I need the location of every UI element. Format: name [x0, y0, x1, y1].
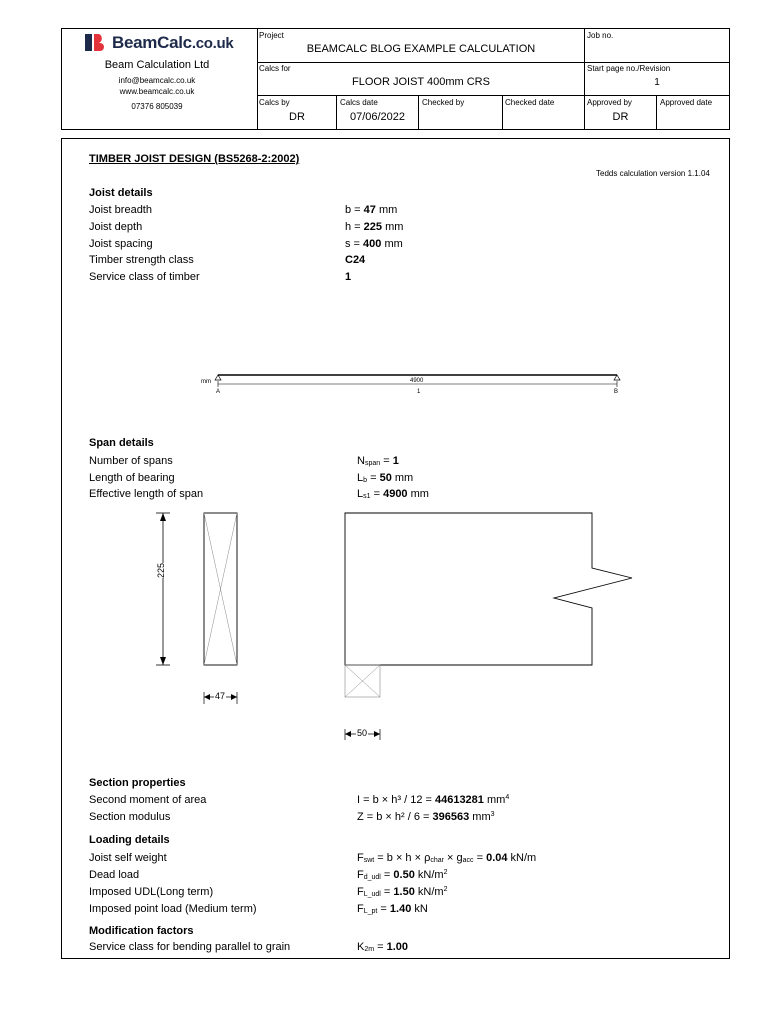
joist-details-heading: Joist details: [89, 187, 153, 199]
doc-title: TIMBER JOIST DESIGN (BS5268-2:2002): [89, 153, 300, 165]
header-box: [61, 28, 730, 130]
imposed-point-value: $F_{L\_pt} = 1.40$ kN: [357, 903, 428, 915]
logo-wordmark: BeamCalc.co.uk: [112, 33, 234, 52]
breadth-dimension-label: 47: [215, 691, 226, 701]
joist-depth-value: h = 225 mm: [345, 221, 404, 233]
company-block: [62, 29, 258, 129]
bearing-length-value: $L_b = 50$ mm: [357, 472, 414, 484]
modification-factors-heading: Modification factors: [89, 925, 194, 937]
span-unit-label: mm: [201, 379, 211, 385]
dead-load-value: $F_{d\_udl} = 0.50$ $kN/m^2$: [357, 869, 448, 881]
dead-load-label: Dead load: [89, 869, 140, 881]
section-diagram: [150, 505, 640, 745]
self-weight-label: Joist self weight: [89, 852, 167, 864]
start-page-value: 1: [654, 77, 660, 88]
joist-spacing-label: Joist spacing: [89, 238, 153, 250]
calcs-for-value: FLOOR JOIST 400mm CRS: [352, 76, 490, 88]
service-class-label: Service class of timber: [89, 271, 200, 283]
second-moment-value: I = b × h³ / 12 = 44613281 $mm^4$: [357, 794, 510, 806]
service-bending-label: Service class for bending parallel to grain: [89, 941, 291, 953]
joist-breadth-label: Joist breadth: [89, 204, 152, 216]
company-website: www.beamcalc.co.uk: [119, 87, 195, 96]
company-phone: 07376 805039: [131, 102, 183, 111]
depth-dimension-label: 225: [156, 562, 166, 578]
section-modulus-label: Section modulus: [89, 811, 171, 823]
bearing-dimension-label: 50: [357, 728, 368, 738]
loading-details-heading: Loading details: [89, 834, 170, 846]
checked-by-label: Checked by: [422, 98, 465, 107]
calcs-date-label: Calcs date: [340, 98, 378, 107]
job-no-label: Job no.: [587, 31, 614, 40]
calcs-date-value: 07/06/2022: [349, 111, 406, 123]
version-note: Tedds calculation version 1.1.04: [596, 169, 710, 178]
calcs-by-value: DR: [289, 111, 305, 123]
support-a-label: A: [216, 389, 221, 395]
second-moment-label: Second moment of area: [89, 794, 207, 806]
company-email: info@beamcalc.co.uk: [118, 76, 196, 85]
span-diagram: [195, 368, 635, 400]
approved-date-label: Approved date: [660, 98, 713, 107]
strength-class-value: C24: [345, 254, 366, 266]
service-class-value: 1: [345, 271, 352, 283]
span-details-heading: Span details: [89, 437, 154, 449]
self-weight-value: $F_{swt} = b \times h \times \rho_{char} \times g_{acc} = 0.04$ kN/m: [357, 852, 537, 864]
project-label: Project: [259, 31, 284, 40]
approved-by-value: DR: [612, 111, 629, 123]
effective-length-value: $L_{s1} = 4900$ mm: [357, 488, 429, 500]
num-spans-label: Number of spans: [89, 455, 173, 467]
service-bending-value: $K_{2m} = 1.00$: [357, 941, 409, 953]
imposed-udl-label: Imposed UDL(Long term): [89, 886, 214, 898]
num-spans-value: $N_{span} = 1$: [357, 455, 399, 467]
imposed-point-label: Imposed point load (Medium term): [89, 903, 257, 915]
company-name: Beam Calculation Ltd: [104, 59, 210, 71]
start-page-label: Start page no./Revision: [587, 64, 671, 73]
joist-breadth-value: b = 47 mm: [345, 204, 398, 216]
section-modulus-value: Z = b × h² / 6 = 396563 $mm^3$: [357, 811, 495, 823]
section-properties-heading: Section properties: [89, 777, 186, 789]
calcs-for-label: Calcs for: [259, 64, 291, 73]
checked-date-label: Checked date: [505, 98, 555, 107]
effective-length-label: Effective length of span: [89, 488, 204, 500]
approved-by-label: Approved by: [587, 98, 632, 107]
joist-depth-label: Joist depth: [89, 221, 143, 233]
bearing-length-label: Length of bearing: [89, 472, 175, 484]
imposed-udl-value: $F_{L\_udl} = 1.50$ $kN/m^2$: [357, 886, 448, 898]
calcs-by-label: Calcs by: [259, 98, 290, 107]
span-number-label: 1: [417, 389, 421, 395]
beamcalc-logo-icon: [85, 33, 107, 53]
strength-class-label: Timber strength class: [89, 254, 194, 266]
project-value: BEAMCALC BLOG EXAMPLE CALCULATION: [306, 43, 536, 55]
support-b-label: B: [614, 389, 619, 395]
joist-spacing-value: s = 400 mm: [345, 238, 403, 250]
span-length-label: 4900: [410, 378, 424, 384]
